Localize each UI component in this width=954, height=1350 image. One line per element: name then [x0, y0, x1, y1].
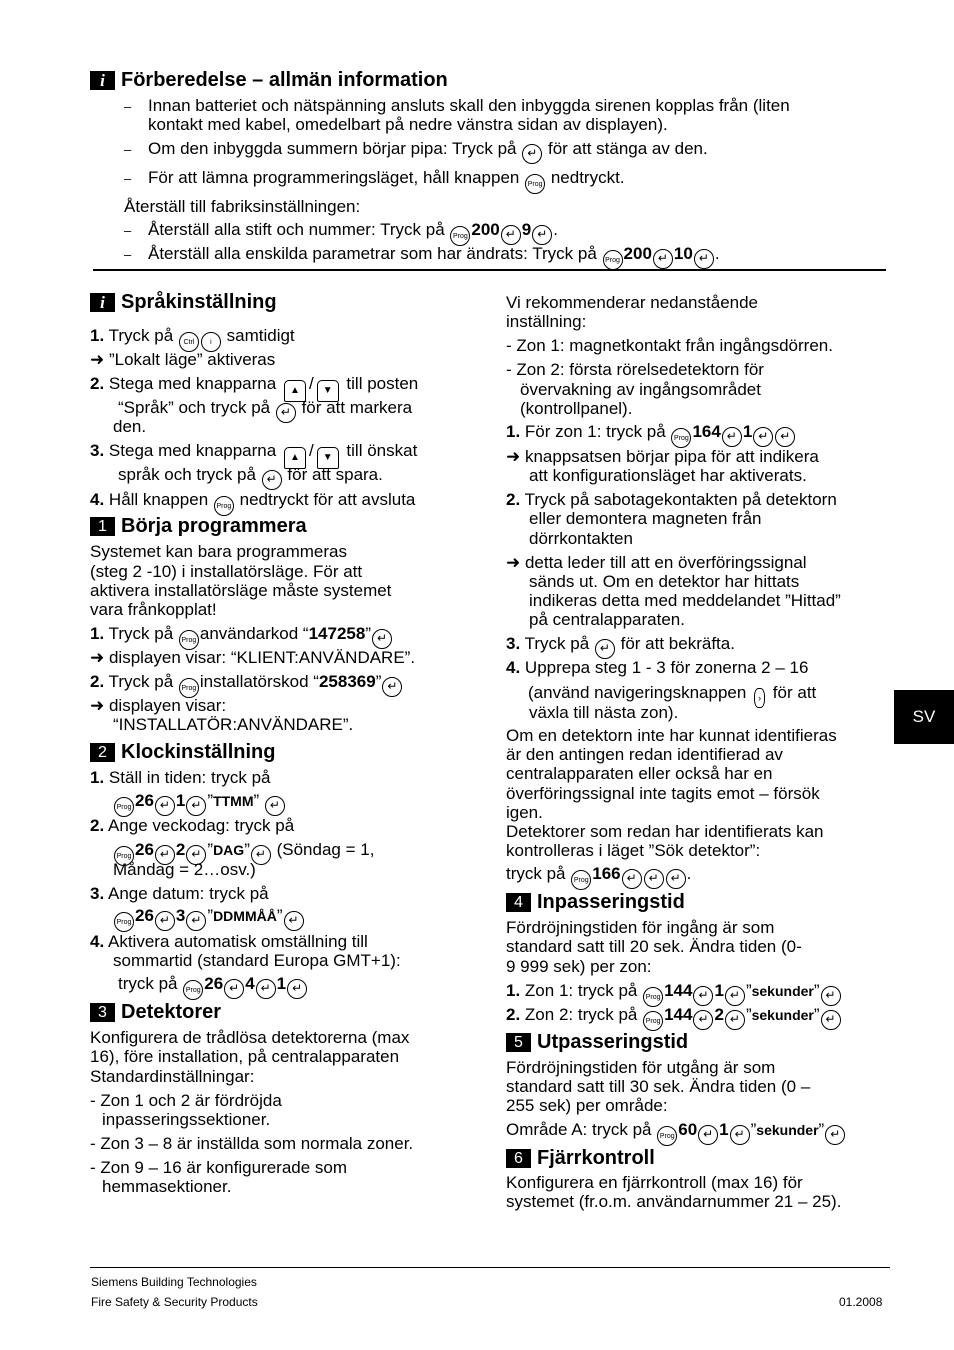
lang-result-1: ➜ ”Lokalt läge” aktiveras — [90, 350, 276, 369]
prog-key-icon: Prog — [183, 980, 203, 1000]
rec-zone-1: - Zon 1: magnetkontakt från ingångsdörren. — [506, 336, 833, 355]
prog-key-icon: Prog — [114, 846, 134, 866]
rec-step-3: 3. Tryck på ↵ för att bekräfta. — [506, 634, 735, 659]
det-zone-2: - Zon 3 – 8 är inställda som normala zoner. — [90, 1134, 414, 1153]
down-key-icon: ▼ — [317, 380, 339, 402]
clock-step-2-keys: Prog 26 ↵ 2 ↵ ”DAG” ↵ (Söndag = 1, — [113, 840, 374, 866]
exit-para-3: 255 sek) per område: — [506, 1096, 668, 1115]
rec-note-4: överföringssignal inte tagits emot – försök — [506, 784, 820, 803]
enter-key-icon: ↵ — [501, 225, 521, 245]
rec-result-2-d: på centralapparaten. — [529, 610, 685, 629]
info-icon: i — [90, 293, 115, 312]
rec-step-2: 2. Tryck på sabotagekontakten på detektorn — [506, 490, 837, 509]
enter-key-icon: ↵ — [595, 639, 615, 659]
section-number-badge: 1 — [90, 517, 115, 536]
prog-key-icon: Prog — [114, 912, 134, 932]
entry-para-3: 9 999 sek) per zon: — [506, 957, 652, 976]
prog-key-icon: Prog — [450, 226, 470, 246]
clock-step-4-cont: sommartid (standard Europa GMT+1): — [113, 951, 401, 970]
rec-note-3: centralapparaten eller också har en — [506, 764, 773, 783]
enter-key-icon: ↵ — [372, 629, 392, 649]
rec-para-1: Vi rekommenderar nedanstående — [506, 293, 759, 312]
right-arrow-key-icon: › — [754, 688, 765, 708]
exit-para-2: standard satt till 30 sek. Ändra tiden (0 – — [506, 1077, 811, 1096]
prog-key-icon: Prog — [571, 870, 591, 890]
det-zone-1-cont: inpasseringssektioner. — [102, 1110, 271, 1129]
section-divider — [93, 269, 886, 271]
prog-key-icon: Prog — [643, 1011, 663, 1031]
enter-key-icon: ↵ — [155, 911, 175, 931]
prep-reset: Återställ till fabriksinställningen: — [124, 197, 361, 216]
start-step-2: 2. Tryck på Prog installatörskod “258369” ↵ — [90, 672, 403, 698]
lang-step-3: 3. Stega med knapparna ▲ / ▼ till önskat — [90, 441, 417, 469]
rec-para-2: inställning: — [506, 312, 587, 331]
rec-note-2: är den antingen redan identifierad av — [506, 745, 783, 764]
clock-step-2: 2. Ange veckodag: tryck på — [90, 816, 295, 835]
entry-para-2: standard satt till 20 sek. Ändra tiden (0- — [506, 937, 802, 956]
prog-key-icon: Prog — [214, 496, 234, 516]
enter-key-icon: ↵ — [644, 869, 664, 889]
rec-zone-2: - Zon 2: första rörelsedetektorn för — [506, 360, 764, 379]
info-icon: i — [90, 71, 115, 90]
enter-key-icon: ↵ — [698, 1125, 718, 1145]
ctrl-key-icon: Ctrl — [179, 332, 199, 352]
start-para-3: aktivera installatörsläge måste systemet — [90, 581, 392, 600]
enter-key-icon: ↵ — [382, 677, 402, 697]
entry-para-1: Fördröjningstiden för ingång är som — [506, 918, 775, 937]
rec-step-1: 1. För zon 1: tryck på Prog 164 ↵ 1 ↵ ↵ — [506, 422, 796, 448]
enter-key-icon: ↵ — [693, 1010, 713, 1030]
footer-company: Siemens Building Technologies — [91, 1275, 257, 1289]
rec-step-4-end: växla till nästa zon). — [529, 703, 679, 722]
lang-step-4: 4. Håll knappen Prog nedtryckt för att avsluta — [90, 490, 415, 516]
down-key-icon: ▼ — [317, 447, 339, 469]
rec-step-4: 4. Upprepa steg 1 - 3 för zonerna 2 – 16 — [506, 658, 809, 677]
entry-step-2: 2. Zon 2: tryck på Prog 144 ↵ 2 ↵ ”sekunder” ↵ — [506, 1005, 842, 1031]
prog-key-icon: Prog — [643, 987, 663, 1007]
enter-key-icon: ↵ — [262, 470, 282, 490]
rec-note-8: tryck på Prog 166 ↵ ↵ ↵ . — [506, 864, 691, 890]
rec-zone-2-cont: övervakning av ingångsområdet — [520, 380, 761, 399]
prep-bullet-1-cont: kontakt med kabel, omedelbart på nedre vänstra sidan av displayen). — [148, 115, 668, 134]
footer-date: 01.2008 — [839, 1295, 883, 1309]
enter-key-icon: ↵ — [821, 1010, 841, 1030]
enter-key-icon: ↵ — [224, 979, 244, 999]
prep-bullet-3: – För att lämna programmeringsläget, håll knappen Prog nedtryckt. — [124, 168, 625, 194]
section-number-badge: 2 — [90, 743, 115, 762]
enter-key-icon: ↵ — [725, 986, 745, 1006]
det-zone-3: - Zon 9 – 16 är konfigurerade som — [90, 1158, 348, 1177]
prep-bullet-1: – Innan batteriet och nätspänning ansluts skall den inbyggda sirenen kopplas från (liten — [124, 96, 790, 115]
clock-step-1-keys: Prog 26 ↵ 1 ↵ ”TTMM” ↵ — [113, 791, 286, 817]
prog-key-icon: Prog — [671, 428, 691, 448]
exit-heading: 5 Utpasseringstid — [506, 1030, 688, 1054]
remote-para-1: Konfigurera en fjärrkontroll (max 16) för — [506, 1173, 803, 1192]
section-number-badge: 6 — [506, 1149, 531, 1168]
entry-heading: 4 Inpasseringstid — [506, 890, 685, 914]
det-para-3: Standardinställningar: — [90, 1067, 255, 1086]
clock-step-3: 3. Ange datum: tryck på — [90, 884, 269, 903]
clock-step-4-keys: tryck på Prog 26 ↵ 4 ↵ 1 ↵ — [118, 974, 308, 1000]
enter-key-icon: ↵ — [186, 845, 206, 865]
remote-para-2: systemet (fr.o.m. användarnummer 21 – 25). — [506, 1192, 842, 1211]
rec-note-1: Om en detektorn inte har kunnat identifieras — [506, 726, 837, 745]
enter-key-icon: ↵ — [186, 796, 206, 816]
enter-key-icon: ↵ — [694, 249, 714, 269]
rec-result-2: ➜ detta leder till att en överföringssignal — [506, 553, 807, 572]
prog-key-icon: Prog — [657, 1126, 677, 1146]
clock-step-1: 1. Ställ in tiden: tryck på — [90, 768, 271, 787]
enter-key-icon: ↵ — [265, 796, 285, 816]
prep-reset-2: – Återställ alla enskilda parametrar som har ändrats: Tryck på Prog 200 ↵ 10 ↵ . — [124, 244, 720, 270]
enter-key-icon: ↵ — [693, 986, 713, 1006]
clock-step-2-cont: Måndag = 2…osv.) — [113, 860, 256, 879]
exit-para-1: Fördröjningstiden för utgång är som — [506, 1058, 776, 1077]
enter-key-icon: ↵ — [622, 869, 642, 889]
footer-division: Fire Safety & Security Products — [91, 1295, 258, 1309]
exit-step-1: Område A: tryck på Prog 60 ↵ 1 ↵ ”sekunder” ↵ — [506, 1120, 846, 1146]
up-key-icon: ▲ — [284, 447, 306, 469]
lang-step-2: 2. Stega med knapparna ▲ / ▼ till posten — [90, 374, 418, 402]
section-number-badge: 5 — [506, 1033, 531, 1052]
prog-key-icon: Prog — [114, 797, 134, 817]
start-para-4: vara frånkopplat! — [90, 600, 217, 619]
rec-note-5: igen. — [506, 803, 543, 822]
det-zone-3-cont: hemmasektioner. — [102, 1177, 232, 1196]
enter-key-icon: ↵ — [753, 427, 773, 447]
enter-key-icon: ↵ — [730, 1125, 750, 1145]
lang-heading: i Språkinställning — [90, 290, 277, 314]
rec-result-2-b: sänds ut. Om en detektor har hittats — [529, 572, 800, 591]
rec-result-1-cont: att konfigurationsläget har aktiverats. — [529, 466, 807, 485]
rec-step-4-cont: (använd navigeringsknappen › för att — [528, 683, 816, 708]
det-heading: 3 Detektorer — [90, 1000, 221, 1024]
enter-key-icon: ↵ — [722, 427, 742, 447]
section-number-badge: 3 — [90, 1003, 115, 1022]
start-para-2: (steg 2 -10) i installatörsläge. För att — [90, 562, 363, 581]
enter-key-icon: ↵ — [276, 403, 296, 423]
clock-heading: 2 Klockinställning — [90, 740, 275, 764]
enter-key-icon: ↵ — [155, 845, 175, 865]
rec-step-2-end: dörrkontakten — [529, 529, 633, 548]
enter-key-icon: ↵ — [821, 986, 841, 1006]
enter-key-icon: ↵ — [666, 869, 686, 889]
clock-step-4: 4. Aktivera automatisk omställning till — [90, 932, 368, 951]
start-result-2: ➜ displayen visar: — [90, 696, 227, 715]
up-key-icon: ▲ — [284, 380, 306, 402]
det-zone-1: - Zon 1 och 2 är fördröjda — [90, 1091, 282, 1110]
prog-key-icon: Prog — [603, 250, 623, 270]
enter-key-icon: ↵ — [522, 144, 542, 164]
rec-note-7: kontrolleras i läget ”Sök detektor”: — [506, 841, 761, 860]
lang-step-1: 1. Tryck på Ctrl i samtidigt — [90, 326, 295, 352]
lang-step-2-end: den. — [113, 417, 147, 436]
entry-step-1: 1. Zon 1: tryck på Prog 144 ↵ 1 ↵ ”sekunder” ↵ — [506, 981, 842, 1007]
enter-key-icon: ↵ — [155, 796, 175, 816]
enter-key-icon: ↵ — [775, 427, 795, 447]
language-tab: SV — [894, 690, 954, 744]
section-number-badge: 4 — [506, 893, 531, 912]
rec-note-6: Detektorer som redan har identifierats kan — [506, 822, 824, 841]
rec-result-1: ➜ knappsatsen börjar pipa för att indikera — [506, 447, 819, 466]
det-para-2: 16), före installation, på centralapparaten — [90, 1047, 400, 1066]
prep-bullet-2: – Om den inbyggda summern börjar pipa: Tryck på ↵ för att stänga av den. — [124, 139, 708, 164]
enter-key-icon: ↵ — [284, 911, 304, 931]
enter-key-icon: ↵ — [653, 249, 673, 269]
footer-divider — [90, 1267, 890, 1268]
rec-result-2-c: indikeras detta med meddelandet ”Hittad” — [529, 591, 841, 610]
det-para-1: Konfigurera de trådlösa detektorerna (max — [90, 1028, 410, 1047]
prep-reset-1: – Återställ alla stift och nummer: Tryck på Prog 200 ↵ 9 ↵ . — [124, 220, 558, 246]
lang-step-3-cont: språk och tryck på ↵ för att spara. — [118, 465, 383, 490]
prep-heading: i Förberedelse – allmän information — [90, 68, 448, 92]
prog-key-icon: Prog — [179, 630, 199, 650]
enter-key-icon: ↵ — [725, 1010, 745, 1030]
lang-step-2-cont: “Språk” och tryck på ↵ för att markera — [118, 398, 412, 423]
enter-key-icon: ↵ — [186, 911, 206, 931]
info-key-icon: i — [201, 332, 221, 352]
enter-key-icon: ↵ — [256, 979, 276, 999]
enter-key-icon: ↵ — [532, 225, 552, 245]
rec-zone-2-end: (kontrollpanel). — [520, 399, 633, 418]
rec-step-2-cont: eller demontera magneten från — [529, 509, 762, 528]
clock-step-3-keys: Prog 26 ↵ 3 ↵ ”DDMMÅÅ” ↵ — [113, 906, 305, 932]
start-result-1: ➜ displayen visar: “KLIENT:ANVÄNDARE”. — [90, 648, 416, 667]
start-result-2-cont: “INSTALLATÖR:ANVÄNDARE”. — [113, 715, 354, 734]
start-step-1: 1. Tryck på Prog användarkod “147258” ↵ — [90, 624, 393, 650]
start-para-1: Systemet kan bara programmeras — [90, 542, 347, 561]
enter-key-icon: ↵ — [251, 845, 271, 865]
prog-key-icon: Prog — [525, 174, 545, 194]
enter-key-icon: ↵ — [287, 979, 307, 999]
remote-heading: 6 Fjärrkontroll — [506, 1146, 655, 1170]
start-heading: 1 Börja programmera — [90, 514, 307, 538]
enter-key-icon: ↵ — [825, 1125, 845, 1145]
prog-key-icon: Prog — [179, 678, 199, 698]
